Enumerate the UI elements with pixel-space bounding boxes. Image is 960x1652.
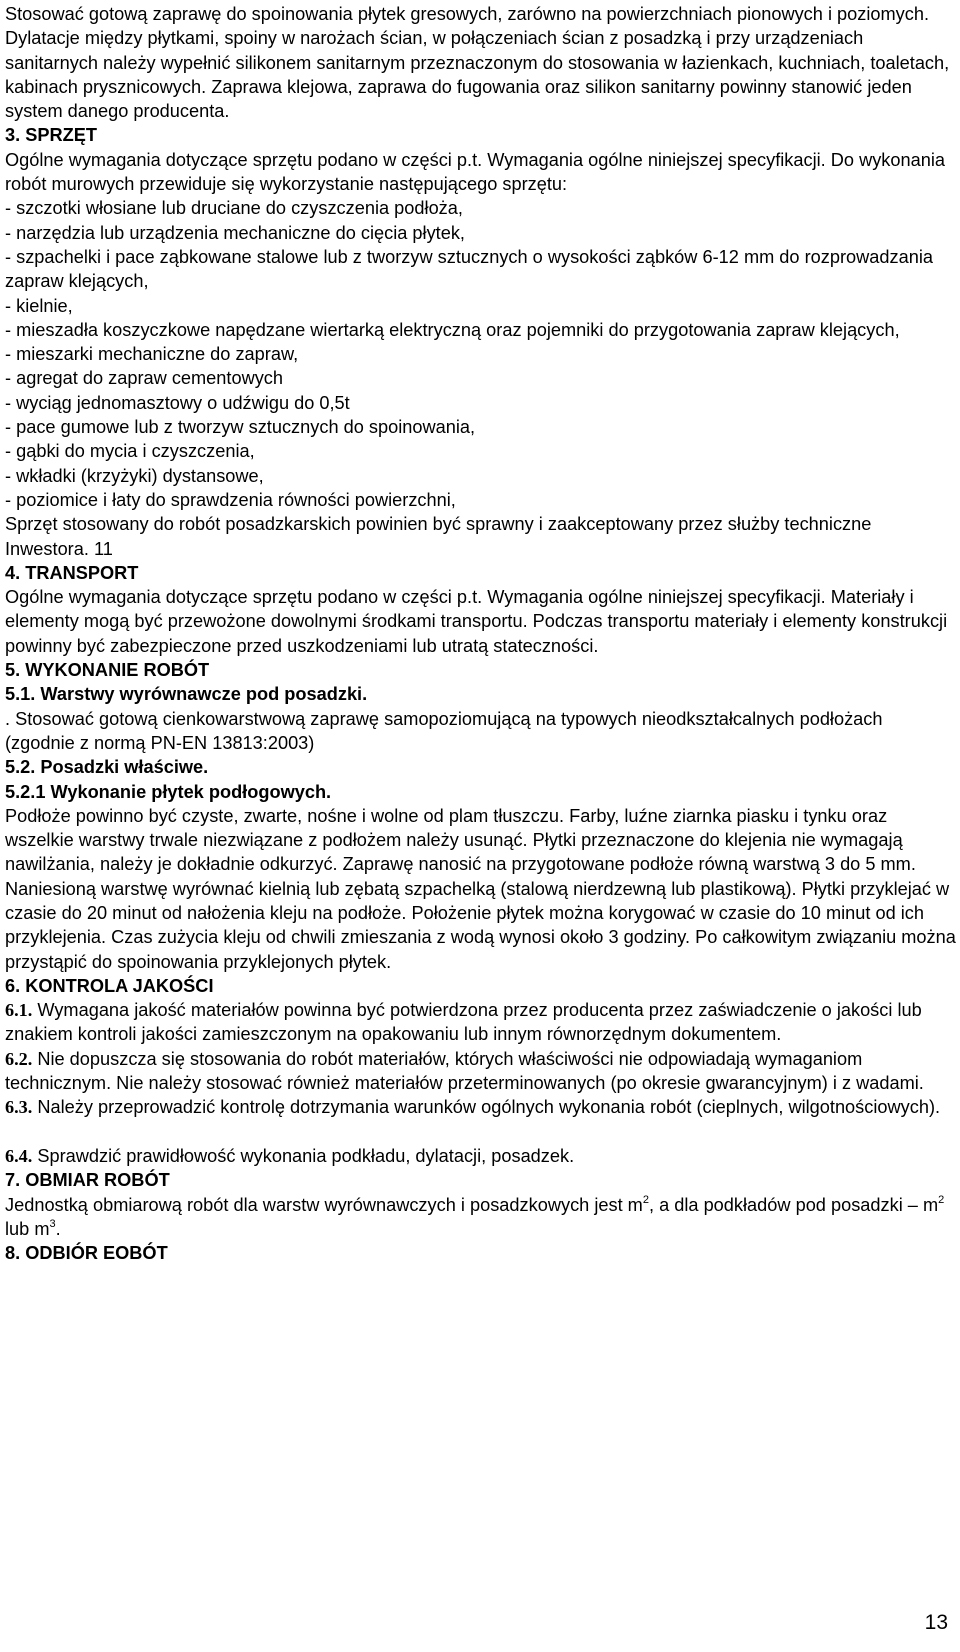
equipment-item: - szczotki włosiane lub druciane do czyszczenia podłoża, xyxy=(5,198,463,219)
item-text: Należy przeprowadzić kontrolę dotrzymania warunków ogólnych wykonania robót (cieplnych, wilgotnościowych). xyxy=(32,1097,941,1118)
text-fragment: . xyxy=(55,1218,61,1239)
superscript: 3 xyxy=(49,1217,56,1230)
paragraph-equipment-intro: Ogólne wymagania dotyczące sprzętu podano w części p.t. Wymagania ogólne niniejszej specyfikacji. Do wykonania robót murowych przewiduje się wykorzystanie następującego sprzętu: xyxy=(5,149,946,195)
heading-acceptance: 8. ODBIÓR EOBÓT xyxy=(5,1243,168,1264)
heading-proper-floors: 5.2. Posadzki właściwe. xyxy=(5,757,209,778)
blank-line xyxy=(5,1120,957,1144)
text-fragment: , a dla podkładów pod posadzki – m xyxy=(648,1194,939,1215)
item-number: 6.1. xyxy=(5,1000,33,1021)
item-number: 6.3. xyxy=(5,1097,33,1118)
text-fragment: lub m xyxy=(5,1218,50,1239)
heading-leveling-layers: 5.1. Warstwy wyrównawcze pod posadzki. xyxy=(5,684,368,705)
equipment-item: - mieszarki mechaniczne do zapraw, xyxy=(5,344,299,365)
item-text: Sprawdzić prawidłowość wykonania podkładu, dylatacji, posadzek. xyxy=(32,1145,575,1166)
heading-equipment: 3. SPRZĘT xyxy=(5,125,97,146)
heading-floor-tiles: 5.2.1 Wykonanie płytek podłogowych. xyxy=(5,781,332,802)
superscript: 2 xyxy=(938,1193,945,1206)
equipment-item: - narzędzia lub urządzenia mechaniczne do cięcia płytek, xyxy=(5,222,465,243)
document-page xyxy=(5,2,957,1265)
text-fragment: Jednostką obmiarową robót dla warstw wyrównawczych i posadzkowych jest m xyxy=(5,1194,643,1215)
paragraph-floor-tiles: Podłoże powinno być czyste, zwarte, nośne i wolne od plam tłuszczu. Farby, luźne ziarnka piasku i tynku oraz wszelkie warstwy trwale niezwiązane z podłożem należy usunąć. Płytki przeznaczone do klejenia nie wymagają nawilżania, należy je dokładnie odkurzyć. Zaprawę nanosić na przygotowane podłoże równą warstwą 3 do 5 mm. Naniesioną warstwę wyrównać kielnią lub zębatą szpachelką (stalową nierdzewną lub plastikową). Płytki przyklejać w czasie do 20 minut od nałożenia kleju na podłoże. Położenie płytek można korygować w czasie do 10 minut od ich przyklejenia. Czas zużycia kleju od chwili zmieszania z wodą wynosi około 3 godziny. Po całkowitym związaniu można przystąpić do spoinowania przyklejonych płytek. xyxy=(5,805,956,972)
equipment-note: Sprzęt stosowany do robót posadzkarskich powinien być sprawny i zaakceptowany przez służby techniczne Inwestora. 11 xyxy=(5,514,872,559)
item-number: 6.4. xyxy=(5,1145,33,1166)
paragraph-measurement xyxy=(5,1193,957,1242)
equipment-item: - szpachelki i pace ząbkowane stalowe lub z tworzyw sztucznych o wysokości ząbków 6-12 mm do rozprowadzania zapraw klejących, xyxy=(5,246,933,292)
page-number: 13 xyxy=(924,1611,948,1634)
heading-quality-control: 6. KONTROLA JAKOŚCI xyxy=(5,975,214,996)
heading-transport: 4. TRANSPORT xyxy=(5,562,139,583)
equipment-item: - poziomice i łaty do sprawdzenia równości powierzchni, xyxy=(5,489,456,510)
equipment-item: - agregat do zapraw cementowych xyxy=(5,368,284,389)
equipment-item: - wkładki (krzyżyki) dystansowe, xyxy=(5,465,264,486)
paragraph-leveling-layers: . Stosować gotową cienkowarstwową zaprawę samopoziomującą na typowych nieodkształcalnych podłożach (zgodnie z normą PN-EN 13813:2003) xyxy=(5,708,883,753)
paragraph-grout: Stosować gotową zaprawę do spoinowania płytek gresowych, zarówno na powierzchniach pionowych i poziomych. Dylatacje między płytkami, spoiny w narożach ścian, w połączeniach ścian z posadzką i przy urządzeniach sanitarnych należy wypełnić silikonem sanitarnym przeznaczonym do stosowania w łazienkach, kuchniach, toaletach, kabinach prysznicowych. Zaprawa klejowa, zaprawa do fugowania oraz silikon sanitarny powinny stanowić jeden system danego producenta. xyxy=(5,4,950,122)
equipment-item: - kielnie, xyxy=(5,295,73,316)
paragraph-transport: Ogólne wymagania dotyczące sprzętu podano w części p.t. Wymagania ogólne niniejszej specyfikacji. Materiały i elementy mogą być przewożone dowolnymi środkami transportu. Podczas transportu materiały i elementy konstrukcji powinny być zabezpieczone przed uszkodzeniami lub utratą stateczności. xyxy=(5,587,948,656)
item-text: Wymagana jakość materiałów powinna być potwierdzona przez producenta przez zaświadczenie o jakości lub znakiem kontroli jakości zamieszczonym na opakowaniu lub innym równorzędnym dokumentem. xyxy=(5,1000,922,1045)
paragraph-quality-6-3 xyxy=(5,1095,957,1119)
equipment-item: - wyciąg jednomasztowy o udźwigu do 0,5t xyxy=(5,392,350,413)
item-number: 6.2. xyxy=(5,1048,33,1069)
equipment-item: - gąbki do mycia i czyszczenia, xyxy=(5,441,255,462)
item-text: Nie dopuszcza się stosowania do robót materiałów, których właściwości nie odpowiadają wymaganiom technicznym. Nie należy stosować również materiałów przeterminowanych (po okresie gwarancyjnym) i z wadami. xyxy=(5,1048,924,1094)
heading-execution: 5. WYKONANIE ROBÓT xyxy=(5,660,210,681)
superscript: 2 xyxy=(642,1193,649,1206)
paragraph-quality-6-4 xyxy=(5,1144,957,1168)
heading-measurement: 7. OBMIAR ROBÓT xyxy=(5,1170,170,1191)
paragraph-quality-6-1 xyxy=(5,998,957,1047)
equipment-item: - pace gumowe lub z tworzyw sztucznych do spoinowania, xyxy=(5,417,476,438)
equipment-item: - mieszadła koszyczkowe napędzane wiertarką elektryczną oraz pojemniki do przygotowania zapraw klejących, xyxy=(5,319,900,340)
paragraph-quality-6-2 xyxy=(5,1047,957,1096)
